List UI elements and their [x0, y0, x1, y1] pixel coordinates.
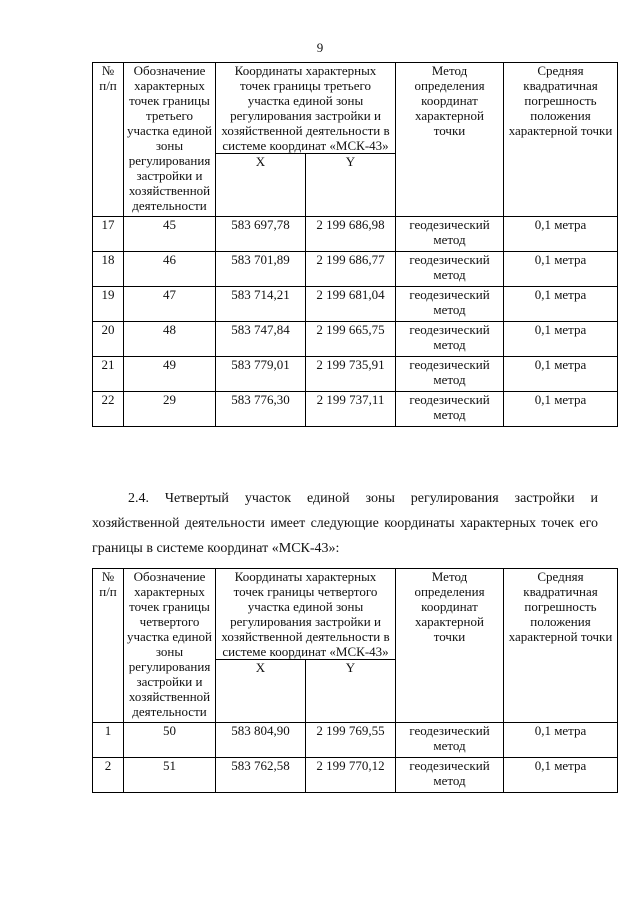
cell-x-coordinate: 583 762,58	[216, 758, 306, 793]
cell-method: геодезический метод	[396, 357, 504, 392]
table-row	[93, 758, 618, 793]
cell-method: геодезический метод	[396, 252, 504, 287]
cell-point-designation: 51	[124, 758, 216, 793]
cell-row-number: 17	[93, 217, 124, 252]
cell-method: геодезический метод	[396, 322, 504, 357]
cell-method: геодезический метод	[396, 217, 504, 252]
header-error: Средняя квадратичная погрешность положения характерной точки	[504, 569, 618, 723]
cell-x-coordinate: 583 701,89	[216, 252, 306, 287]
cell-point-designation: 46	[124, 252, 216, 287]
cell-row-number: 22	[93, 392, 124, 427]
cell-y-coordinate: 2 199 737,11	[306, 392, 396, 427]
table-row	[93, 723, 618, 758]
cell-row-number: 20	[93, 322, 124, 357]
cell-method: геодезический метод	[396, 287, 504, 322]
header-y: Y	[306, 154, 396, 217]
table-row	[93, 287, 618, 322]
header-number: № п/п	[93, 569, 124, 723]
paragraph-text: 2.4. Четвертый участок единой зоны регулирования застройки и хозяйственной деятельности имеет следующие координаты характерных точек его границы в системе координат «МСК-43»:	[92, 491, 598, 556]
cell-y-coordinate: 2 199 665,75	[306, 322, 396, 357]
table-row	[93, 357, 618, 392]
cell-error: 0,1 метра	[504, 357, 618, 392]
cell-point-designation: 47	[124, 287, 216, 322]
cell-point-designation: 49	[124, 357, 216, 392]
header-number: № п/п	[93, 63, 124, 217]
header-coordinates: Координаты характерных точек границы третьего участка единой зоны регулирования застройки и хозяйственной деятельности в системе координат «МСК-43»	[216, 63, 396, 154]
cell-row-number: 1	[93, 723, 124, 758]
cell-error: 0,1 метра	[504, 723, 618, 758]
header-method: Метод определения координат характерной точки	[396, 569, 504, 723]
cell-point-designation: 45	[124, 217, 216, 252]
cell-x-coordinate: 583 714,21	[216, 287, 306, 322]
header-point-designation: Обозначение характерных точек границы третьего участка единой зоны регулирования застройки и хозяйственной деятельности	[124, 63, 216, 217]
cell-row-number: 18	[93, 252, 124, 287]
cell-x-coordinate: 583 776,30	[216, 392, 306, 427]
header-method: Метод определения координат характерной точки	[396, 63, 504, 217]
page-number: 9	[316, 40, 324, 55]
table-row	[93, 252, 618, 287]
cell-point-designation: 48	[124, 322, 216, 357]
table-row	[93, 322, 618, 357]
header-coordinates: Координаты характерных точек границы четвертого участка единой зоны регулирования застройки и хозяйственной деятельности в системе координат «МСК-43»	[216, 569, 396, 660]
cell-error: 0,1 метра	[504, 392, 618, 427]
cell-error: 0,1 метра	[504, 252, 618, 287]
cell-y-coordinate: 2 199 770,12	[306, 758, 396, 793]
table-row	[93, 217, 618, 252]
header-point-designation: Обозначение характерных точек границы четвертого участка единой зоны регулирования застройки и хозяйственной деятельности	[124, 569, 216, 723]
cell-error: 0,1 метра	[504, 287, 618, 322]
cell-method: геодезический метод	[396, 392, 504, 427]
cell-row-number: 2	[93, 758, 124, 793]
coordinates-table-fourth-section	[92, 568, 618, 793]
cell-x-coordinate: 583 697,78	[216, 217, 306, 252]
coordinates-table-third-section	[92, 62, 618, 427]
header-x: X	[216, 154, 306, 217]
table-row	[93, 392, 618, 427]
section-paragraph	[92, 486, 598, 561]
cell-method: геодезический метод	[396, 723, 504, 758]
cell-error: 0,1 метра	[504, 322, 618, 357]
cell-x-coordinate: 583 747,84	[216, 322, 306, 357]
cell-y-coordinate: 2 199 735,91	[306, 357, 396, 392]
cell-method: геодезический метод	[396, 758, 504, 793]
cell-y-coordinate: 2 199 769,55	[306, 723, 396, 758]
cell-y-coordinate: 2 199 686,77	[306, 252, 396, 287]
cell-y-coordinate: 2 199 686,98	[306, 217, 396, 252]
cell-row-number: 19	[93, 287, 124, 322]
cell-x-coordinate: 583 804,90	[216, 723, 306, 758]
cell-error: 0,1 метра	[504, 217, 618, 252]
header-error: Средняя квадратичная погрешность положения характерной точки	[504, 63, 618, 217]
cell-point-designation: 29	[124, 392, 216, 427]
header-y: Y	[306, 660, 396, 723]
cell-row-number: 21	[93, 357, 124, 392]
cell-error: 0,1 метра	[504, 758, 618, 793]
cell-x-coordinate: 583 779,01	[216, 357, 306, 392]
cell-point-designation: 50	[124, 723, 216, 758]
cell-y-coordinate: 2 199 681,04	[306, 287, 396, 322]
header-x: X	[216, 660, 306, 723]
